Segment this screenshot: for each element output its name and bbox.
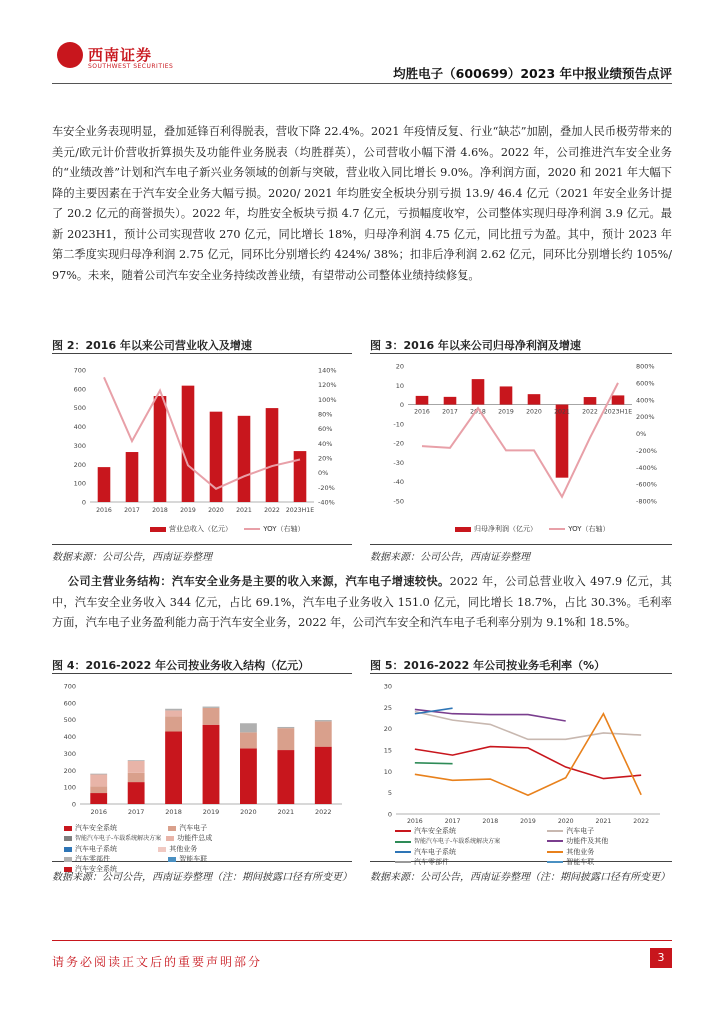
- stacked-bar-segment: [90, 793, 107, 804]
- legend-label: YOY（右轴）: [568, 525, 610, 533]
- x-tick-label: 2019: [498, 408, 514, 416]
- legend-label: 营业总收入（亿元）: [169, 525, 232, 533]
- legend-label: 其他业务: [169, 845, 198, 853]
- y-tick-label: 30: [383, 682, 392, 691]
- body-paragraph-1: [52, 122, 672, 286]
- fig3-source: 数据来源：公司公告，西南证券整理: [370, 552, 530, 563]
- y-right-tick-label: 200%: [636, 413, 655, 422]
- paragraph-text: 2022 年，公司总营业收入 497.9 亿元，其中，汽车安全业务收入 344 亿元，占比 69.1%，汽车电子业务收入 151.0 亿元，同比增长 18.7%，占比 30.3%。毛利率方面，汽车电子业务盈利能力高于汽车安全业务，2022 年，公司汽车安全和汽车电子毛利率分别为 9.1%和 18.5%。: [52, 575, 672, 629]
- legend-label: 汽车安全系统: [75, 824, 117, 832]
- paragraph-bold-lead: 公司主营业务结构：汽车安全业务是主要的收入来源，汽车电子增速较快。: [67, 575, 450, 588]
- fig2-source: 数据来源：公司公告，西南证券整理: [52, 552, 212, 563]
- x-tick-label: 2018: [165, 808, 182, 816]
- stacked-bar-segment: [315, 720, 332, 721]
- legend-label: YOY（右轴）: [263, 525, 305, 533]
- fig5-svg: [370, 674, 672, 824]
- bar: [154, 396, 167, 502]
- y-tick-label: 10: [395, 381, 404, 390]
- x-tick-label: 2022: [315, 808, 332, 816]
- y-right-tick-label: 80%: [318, 410, 333, 419]
- bar: [528, 394, 541, 404]
- y-right-tick-label: -20%: [318, 483, 335, 492]
- y-right-tick-label: 0%: [318, 469, 329, 478]
- stacked-bar-segment: [165, 709, 182, 711]
- bar: [472, 379, 485, 404]
- y-tick-label: 5: [387, 789, 392, 798]
- fig3-legend: [455, 524, 620, 534]
- y-right-tick-label: 60%: [318, 425, 333, 434]
- legend-label: 智能汽车电子-车载系统解决方案: [75, 835, 162, 842]
- bar: [584, 397, 597, 405]
- x-tick-label: 2022: [264, 507, 280, 514]
- y-tick-label: 0: [387, 810, 392, 819]
- legend-label: 归母净利润（亿元）: [474, 525, 537, 533]
- x-tick-label: 2021: [595, 818, 612, 824]
- y-tick-label: -40: [393, 478, 404, 487]
- legend-label: 汽车电子系统: [75, 845, 117, 853]
- x-tick-label: 2020: [526, 408, 542, 416]
- fig3-title: 图 3：2016 年以来公司归母净利润及增速: [370, 339, 581, 352]
- x-tick-label: 2022: [582, 408, 598, 416]
- stacked-bar-segment: [90, 774, 107, 775]
- x-tick-label: 2017: [444, 818, 461, 824]
- legend-label: 汽车电子: [566, 827, 595, 835]
- y-right-tick-label: 400%: [636, 396, 655, 405]
- stacked-bar-segment: [128, 782, 145, 804]
- logo-subtext: SOUTHWEST SECURITIES: [88, 63, 174, 70]
- y-right-tick-label: -400%: [636, 463, 657, 472]
- fig5-source: 数据来源：公司公告，西南证券整理（注：期间披露口径有所变更）: [370, 872, 670, 883]
- bar: [98, 467, 111, 502]
- fig3-chart: [370, 353, 672, 545]
- y-tick-label: 500: [63, 716, 76, 725]
- x-tick-label: 2021: [277, 808, 295, 816]
- fig2-legend: [150, 524, 315, 534]
- x-tick-label: 2018: [152, 507, 168, 514]
- fig2-svg: [52, 354, 352, 544]
- bar: [444, 397, 457, 405]
- fig4-svg: [52, 674, 352, 824]
- stacked-bar-segment: [165, 710, 182, 716]
- x-tick-label: 2019: [202, 808, 220, 816]
- y-right-tick-label: -40%: [318, 498, 335, 507]
- legend-label: 智能车联: [179, 855, 208, 863]
- legend-label: 汽车安全系统: [75, 865, 117, 873]
- stacked-bar-segment: [128, 761, 145, 773]
- x-tick-label: 2020: [208, 507, 224, 514]
- x-tick-label: 2016: [96, 507, 112, 514]
- fig5-legend: [395, 826, 672, 867]
- y-tick-label: 100: [73, 479, 86, 488]
- y-tick-label: 20: [383, 725, 392, 734]
- stacked-bar-segment: [240, 748, 257, 804]
- x-tick-label: 2016: [90, 808, 107, 816]
- bar: [266, 408, 279, 502]
- paragraph-text: 车安全业务表现明显，叠加延锋百利得脱表，营收下降 22.4%。2021 年疫情反复、行业“缺芯”加剧，叠加人民币极劳带来的美元/欧元计价营收折算损失及功能件业务脱表（均胜群英），公司营收小幅下滑 4.6%。2022 年，公司推进汽车安全业务的“业绩改善”计划和汽车电子新兴业务领域的创新与突破，营业收入同比增长 9.0%。净利润方面，2020 和 2021 年大幅下降的主要因素在于汽车安全业务大幅亏损。2020/ 2021 年均胜安全板块分别亏损 13.9/ 46.4 亿元（2021 年安全业务计提了 20.2 亿元的商誉损失）。2022 年，均胜安全板块亏损 4.7 亿元，亏损幅度收窄，公司整体实现归母净利润 3.9 亿元。最新 2023H1，预计公司实现营收 270 亿元，同比增长 18%，归母净利润 4.75 亿元，同比扭亏为盈。其中，预计 2023 年第二季度实现归母净利润 2.75 亿元，同环比分别增长约 424%/ 38%；扣非后净利润 2.62 亿元，同环比分别增长约 105%/ 97%。未来，随着公司汽车安全业务持续改善业绩，有望带动公司整体业绩持续修复。: [52, 125, 672, 282]
- x-tick-label: 2017: [124, 507, 140, 514]
- stacked-bar-segment: [277, 728, 294, 750]
- x-tick-label: 2017: [127, 808, 145, 816]
- x-tick-label: 2018: [482, 818, 499, 824]
- y-right-tick-label: 800%: [636, 362, 655, 371]
- y-right-tick-label: 600%: [636, 379, 655, 388]
- bar: [416, 396, 429, 405]
- legend-label: 汽车电子系统: [414, 848, 456, 856]
- stacked-bar-segment: [90, 786, 107, 793]
- stacked-bar-segment: [203, 725, 220, 804]
- y-right-tick-label: -800%: [636, 497, 657, 506]
- y-tick-label: 600: [73, 385, 86, 394]
- stacked-bar-segment: [165, 732, 182, 804]
- legend-label: 其他业务: [566, 848, 595, 856]
- y-tick-label: 25: [383, 703, 392, 712]
- y-right-tick-label: 100%: [318, 395, 337, 404]
- x-tick-label: 2022: [633, 818, 650, 824]
- fig4-source: 数据来源：公司公告，西南证券整理（注：期间披露口径有所变更）: [52, 872, 352, 883]
- header-divider: [52, 83, 672, 84]
- logo-icon: [57, 42, 83, 68]
- y-tick-label: -20: [393, 439, 404, 448]
- y-tick-label: 400: [73, 423, 86, 432]
- fig4-legend: [64, 823, 354, 874]
- y-right-tick-label: 40%: [318, 439, 333, 448]
- stacked-bar-segment: [240, 723, 257, 732]
- stacked-bar-segment: [128, 773, 145, 782]
- x-tick-label: 2021: [236, 507, 252, 514]
- bar: [126, 452, 139, 502]
- stacked-bar-segment: [277, 750, 294, 804]
- x-tick-label: 2020: [557, 818, 574, 824]
- y-right-tick-label: -200%: [636, 446, 657, 455]
- stacked-bar-segment: [240, 732, 257, 748]
- bar: [294, 451, 307, 502]
- report-title: 均胜电子（600699）2023 年中报业绩预告点评: [393, 66, 672, 81]
- series-line: [415, 747, 641, 779]
- y-tick-label: 20: [395, 362, 404, 371]
- y-tick-label: 100: [63, 783, 76, 792]
- x-tick-label: 2023H1E: [603, 408, 633, 416]
- x-tick-label: 2020: [240, 808, 257, 816]
- legend-label: 智能车联: [566, 858, 595, 866]
- y-tick-label: 700: [63, 682, 76, 691]
- y-tick-label: 200: [63, 766, 76, 775]
- x-tick-label: 2019: [520, 818, 536, 824]
- y-right-tick-label: 20%: [318, 454, 333, 463]
- y-tick-label: 600: [63, 699, 76, 708]
- legend-label: 功能件及其他: [566, 837, 609, 845]
- x-tick-label: 2021: [554, 408, 570, 416]
- y-tick-label: -50: [393, 497, 404, 506]
- x-tick-label: 2019: [180, 507, 196, 514]
- x-tick-label: 2016: [414, 408, 430, 416]
- bar: [182, 386, 195, 502]
- y-tick-label: 15: [383, 746, 392, 755]
- x-tick-label: 2016: [406, 818, 423, 824]
- bar: [238, 416, 251, 502]
- stacked-bar-segment: [277, 727, 294, 728]
- footer-divider: [52, 940, 672, 941]
- y-tick-label: 700: [73, 366, 86, 375]
- series-line: [415, 763, 453, 764]
- x-tick-label: 2023H1E: [285, 507, 315, 514]
- fig3-svg: [370, 354, 672, 544]
- y-right-tick-label: -600%: [636, 480, 657, 489]
- y-right-tick-label: 120%: [318, 381, 337, 390]
- page-number: 3: [650, 948, 672, 968]
- y-tick-label: 0: [81, 498, 86, 507]
- series-line: [415, 712, 641, 740]
- stacked-bar-segment: [165, 716, 182, 731]
- y-tick-label: 0: [71, 800, 76, 809]
- fig4-title: 图 4：2016-2022 年公司按业务收入结构（亿元）: [52, 659, 310, 672]
- y-tick-label: -30: [393, 458, 404, 467]
- bar: [500, 386, 513, 404]
- y-right-tick-label: 0%: [636, 430, 647, 438]
- x-tick-label: 2017: [442, 408, 458, 416]
- y-right-tick-label: 140%: [318, 366, 337, 375]
- legend-label: 汽车零部件: [414, 858, 449, 866]
- legend-label: 汽车安全系统: [414, 827, 456, 835]
- y-tick-label: 200: [73, 460, 86, 469]
- y-tick-label: 300: [73, 441, 86, 450]
- y-tick-label: 10: [383, 767, 392, 776]
- y-tick-label: 300: [63, 749, 76, 758]
- stacked-bar-segment: [203, 708, 220, 725]
- body-paragraph-2: [52, 572, 672, 634]
- logo-text: 西南证券: [88, 46, 153, 64]
- y-tick-label: 500: [73, 404, 86, 413]
- bar: [612, 395, 625, 404]
- y-tick-label: -10: [393, 420, 404, 429]
- stacked-bar-segment: [315, 721, 332, 746]
- legend-label: 汽车零部件: [75, 855, 110, 863]
- disclaimer-notice: 请务必阅读正文后的重要声明部分: [52, 955, 263, 969]
- fig2-chart: [52, 353, 352, 545]
- stacked-bar-segment: [315, 747, 332, 804]
- stacked-bar-segment: [90, 775, 107, 787]
- legend-label: 智能汽车电子-车载系统解决方案: [414, 838, 501, 845]
- legend-label: 功能件总成: [177, 834, 213, 842]
- y-tick-label: 400: [63, 733, 76, 742]
- stacked-bar-segment: [203, 707, 220, 708]
- fig2-title: 图 2：2016 年以来公司营业收入及增速: [52, 339, 252, 352]
- fig5-title: 图 5：2016-2022 年公司按业务毛利率（%）: [370, 659, 606, 672]
- y-tick-label: 0: [399, 401, 404, 410]
- legend-label: 汽车电子: [179, 824, 208, 832]
- stacked-bar-segment: [128, 760, 145, 761]
- x-tick-label: 2018: [470, 408, 486, 416]
